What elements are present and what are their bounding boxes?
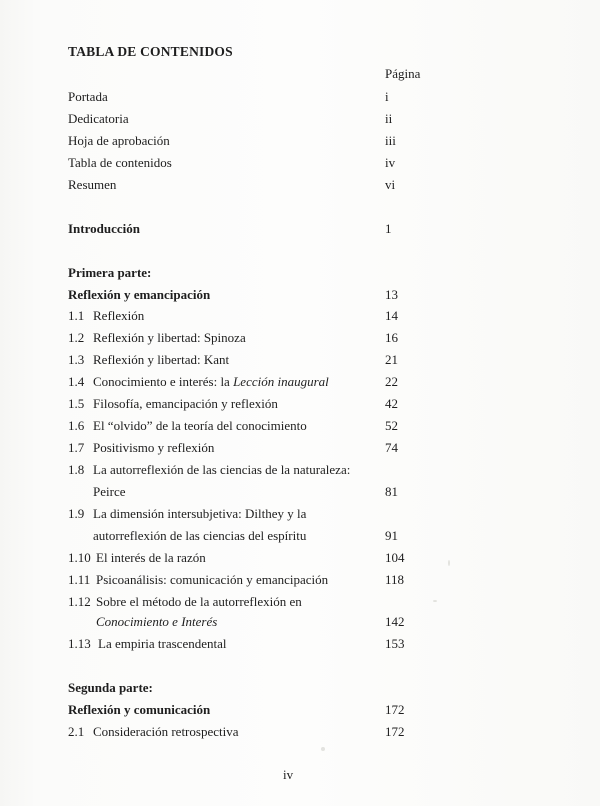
entry-page: 172	[385, 702, 405, 717]
toc-section-continuation	[0, 614, 600, 630]
entry-label: Portada	[68, 89, 108, 104]
section-page: 118	[385, 572, 405, 587]
section-label: El interés de la razón	[96, 550, 206, 565]
part-title: Reflexión y emancipación 13	[68, 287, 398, 302]
section-label: Reflexión y libertad: Kant	[93, 352, 230, 367]
toc-section	[0, 374, 600, 390]
section-label: Sobre el método de la autorreflexión en	[96, 594, 302, 609]
toc-section-continuation	[0, 528, 600, 544]
part-heading: Segunda parte:	[68, 680, 153, 695]
section-page: 16	[385, 330, 398, 345]
entry-page: ii	[385, 111, 393, 126]
section-number: 1.2	[68, 330, 85, 345]
entry-label: Dedicatoria	[68, 111, 129, 126]
section-page: 153	[385, 636, 405, 651]
section-page: 142	[385, 614, 405, 629]
section-page: 104	[385, 550, 405, 565]
section-label-continuation: Peirce	[93, 484, 126, 499]
page-column-header: Página	[385, 66, 421, 81]
toc-section	[0, 636, 600, 652]
section-page: 14	[385, 308, 398, 323]
section-label: Reflexión y libertad: Spinoza	[93, 330, 246, 345]
section-label: Psicoanálisis: comunicación y emancipación	[96, 572, 329, 587]
paper-speck	[448, 560, 450, 566]
toc-section	[0, 418, 600, 434]
section-number: 1.13	[68, 636, 91, 651]
paper-speck	[433, 600, 437, 602]
section-number: 2.1	[68, 724, 85, 739]
section-label: Positivismo y reflexión	[93, 440, 215, 455]
entry-page: vi	[385, 177, 396, 192]
entry-label: Tabla de contenidos	[68, 155, 172, 170]
section-label: Conocimiento e interés: la Lección inaugural	[93, 374, 329, 389]
toc-section	[0, 572, 600, 588]
toc-title: TABLA DE CONTENIDOS	[68, 44, 233, 59]
toc-section	[0, 594, 600, 610]
entry-page: 13	[385, 287, 398, 302]
section-label: El “olvido” de la teoría del conocimiento	[93, 418, 307, 433]
section-page: 52	[385, 418, 398, 433]
toc-entry	[0, 89, 600, 105]
section-number: 1.4	[68, 374, 85, 389]
section-label-continuation: Conocimiento e Interés	[96, 614, 218, 629]
entry-page: iii	[385, 133, 396, 148]
section-label: La empiria trascendental	[98, 636, 227, 651]
section-page: 42	[385, 396, 398, 411]
toc-section	[0, 506, 600, 522]
section-label: La autorreflexión de las ciencias de la naturaleza:	[93, 462, 351, 477]
section-page: 81	[385, 484, 398, 499]
section-page: 21	[385, 352, 398, 367]
section-page: 22	[385, 374, 398, 389]
paper-speck	[321, 747, 325, 751]
entry-label: Resumen	[68, 177, 117, 192]
section-number: 1.9	[68, 506, 85, 521]
entry-label: Introducción	[68, 221, 140, 236]
toc-section	[0, 352, 600, 368]
toc-section	[0, 724, 600, 740]
section-label: Filosofía, emancipación y reflexión	[93, 396, 278, 411]
toc-entry	[0, 177, 600, 193]
toc-section	[0, 550, 600, 566]
toc-section	[0, 308, 600, 324]
toc-entry	[0, 155, 600, 171]
part-title: Reflexión y comunicación 172	[68, 702, 405, 717]
section-number: 1.8	[68, 462, 85, 477]
section-number: 1.6	[68, 418, 85, 433]
section-number: 1.12	[68, 594, 91, 609]
toc-section	[0, 330, 600, 346]
section-number: 1.10	[68, 550, 91, 565]
toc-entry-introduction	[0, 221, 600, 237]
section-number: 1.5	[68, 396, 85, 411]
toc-section	[0, 440, 600, 456]
toc-entry	[0, 111, 600, 127]
section-number: 1.3	[68, 352, 85, 367]
section-label: Consideración retrospectiva	[93, 724, 239, 739]
toc-section-continuation	[0, 484, 600, 500]
section-number: 1.11	[68, 572, 91, 587]
section-number: 1.1	[68, 308, 85, 323]
toc-entry	[0, 133, 600, 149]
page-footer-number: iv	[283, 767, 294, 782]
part-heading: Primera parte:	[68, 265, 152, 280]
entry-page: 1	[385, 221, 392, 236]
entry-page: i	[385, 89, 389, 104]
section-label-continuation: autorreflexión de las ciencias del espíritu	[93, 528, 307, 543]
section-label: La dimensión intersubjetiva: Dilthey y la	[93, 506, 307, 521]
section-page: 74	[385, 440, 398, 455]
entry-page: iv	[385, 155, 396, 170]
section-label: Reflexión	[93, 308, 145, 323]
section-number: 1.7	[68, 440, 85, 455]
toc-section	[0, 462, 600, 478]
toc-section	[0, 396, 600, 412]
section-label-italic: Lección inaugural	[233, 374, 329, 389]
section-page: 91	[385, 528, 398, 543]
section-page: 172	[385, 724, 405, 739]
entry-label: Hoja de aprobación	[68, 133, 170, 148]
